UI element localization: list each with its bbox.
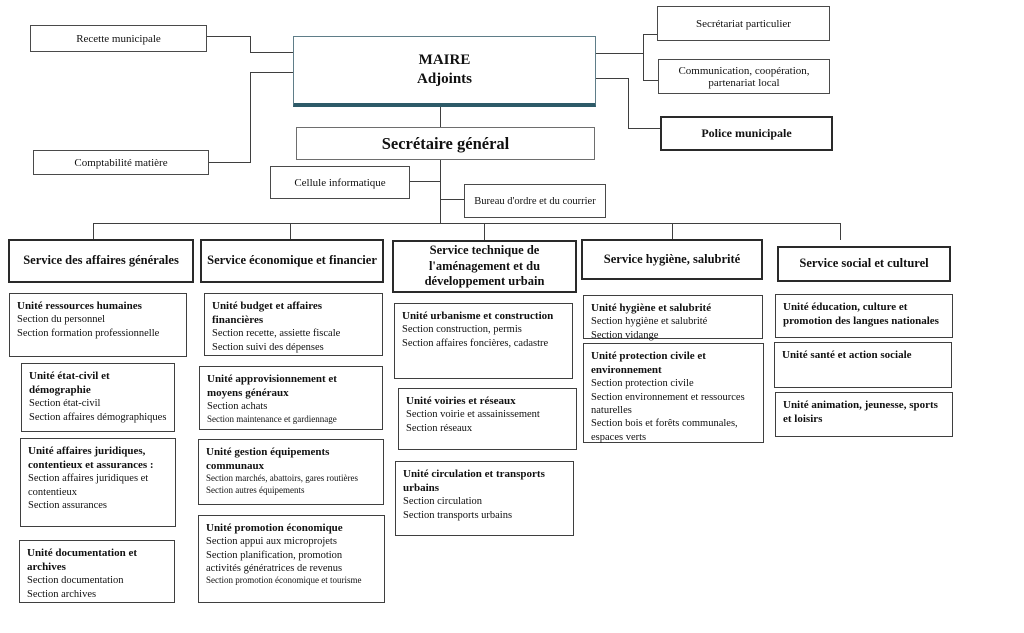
- service-header-technique-urbain: [392, 240, 577, 293]
- service-header-affaires-generales: [8, 239, 194, 283]
- unit-title: Unité hygiène et salubrité: [591, 302, 712, 314]
- unit-education-culture-langues: [775, 294, 953, 338]
- unit-title: Unité budget et affaires financières: [212, 300, 323, 327]
- unit-section: Section vidange: [591, 329, 659, 341]
- unit-section: Section état-civil: [29, 398, 101, 410]
- unit-section: Section affaires juridiques et contentieux: [28, 473, 149, 498]
- unit-gestion-equipements: [198, 439, 384, 505]
- unit-section: Section circulation: [403, 496, 483, 508]
- connector-line: [250, 72, 294, 73]
- connector-line: [672, 223, 673, 239]
- unit-section: Section planification, promotion activités génératrices de revenus: [206, 549, 343, 574]
- node-label: Secrétaire général: [381, 133, 510, 153]
- service-title: Service technique de l'aménagement et du développement urbain: [424, 243, 545, 289]
- unit-section: Section bois et forêts communales, espaces verts: [591, 418, 738, 443]
- unit-section: Section voirie et assainissement: [406, 409, 540, 421]
- node-bureau-ordre-courrier: [464, 184, 606, 218]
- node-label: Bureau d'ordre et du courrier: [474, 195, 596, 207]
- unit-section: Section marchés, abattoirs, gares routières: [206, 473, 358, 484]
- unit-section: Section formation professionnelle: [17, 327, 160, 339]
- connector-line: [250, 36, 251, 53]
- node-label: Police municipale: [701, 126, 792, 140]
- unit-title: Unité documentation et archives: [27, 547, 137, 574]
- unit-title: Unité urbanisme et construction: [402, 310, 554, 322]
- unit-title: Unité promotion économique: [206, 522, 343, 534]
- unit-approvisionnement-moyens: [199, 366, 383, 430]
- service-title: Service hygiène, salubrité: [603, 251, 741, 266]
- unit-urbanisme-construction: [394, 303, 573, 379]
- unit-section: Section documentation: [27, 575, 124, 587]
- connector-line: [484, 223, 485, 240]
- service-header-hygiene-salubrite: [581, 239, 763, 280]
- unit-section: Section hygiène et salubrité: [591, 316, 708, 328]
- node-recette-municipale: [30, 25, 207, 52]
- unit-sante-action-sociale: [774, 342, 952, 388]
- unit-section: Section archives: [27, 588, 97, 600]
- connector-line: [290, 223, 291, 239]
- unit-title: Unité voiries et réseaux: [406, 395, 516, 407]
- unit-budget-affaires-financieres: [204, 293, 383, 356]
- service-title: Service économique et financier: [207, 253, 377, 268]
- unit-title: Unité protection civile et environnement: [591, 350, 706, 377]
- unit-section: Section recette, assiette fiscale: [212, 328, 341, 340]
- unit-hygiene-salubrite: [583, 295, 763, 339]
- connector-line: [93, 223, 841, 224]
- connector-line: [250, 52, 294, 53]
- connector-line: [209, 162, 251, 163]
- service-title: Service des affaires générales: [23, 253, 179, 268]
- node-communication-cooperation: [658, 59, 830, 94]
- unit-title: Unité circulation et transports urbains: [403, 468, 545, 495]
- unit-title: Unité gestion équipements communaux: [206, 446, 330, 473]
- unit-section: Section promotion économique et tourisme: [206, 575, 362, 586]
- unit-section: Section du personnel: [17, 314, 106, 326]
- service-title: Service social et culturel: [799, 256, 929, 271]
- unit-title: Unité ressources humaines: [17, 300, 142, 312]
- unit-section: Section construction, permis: [402, 324, 522, 336]
- connector-line: [440, 199, 465, 200]
- connector-line: [840, 223, 841, 240]
- node-secretaire-general: [296, 127, 595, 160]
- unit-section: Section maintenance et gardiennage: [207, 413, 337, 424]
- unit-section: Section suivi des dépenses: [212, 341, 324, 353]
- service-header-social-culturel: [777, 246, 951, 282]
- node-label: Communication, coopération, partenariat local: [678, 64, 810, 89]
- connector-line: [596, 53, 644, 54]
- maire-subtitle: Adjoints: [416, 71, 472, 87]
- unit-etat-civil-demographie: [21, 363, 175, 432]
- node-label: Comptabilité matière: [74, 156, 168, 169]
- unit-title: Unité santé et action sociale: [782, 349, 912, 361]
- connector-line: [643, 34, 644, 81]
- unit-animation-jeunesse-sports: [775, 392, 953, 437]
- unit-section: Section affaires démographiques: [29, 411, 167, 423]
- unit-title: Unité affaires juridiques, contentieux et assurances :: [28, 445, 154, 472]
- unit-circulation-transports: [395, 461, 574, 536]
- unit-section: Section environnement et ressources naturelles: [591, 391, 745, 417]
- node-label: Recette municipale: [76, 32, 161, 45]
- node-label: Cellule informatique: [294, 176, 386, 189]
- unit-section: Section assurances: [28, 500, 108, 512]
- unit-documentation-archives: [19, 540, 175, 603]
- connector-line: [643, 34, 658, 35]
- node-secretariat-particulier: [657, 6, 830, 41]
- connector-line: [628, 78, 629, 129]
- connector-line: [643, 80, 659, 81]
- connector-line: [596, 78, 629, 79]
- node-comptabilite-matiere: [33, 150, 209, 175]
- unit-section: Section protection civile: [591, 378, 694, 390]
- unit-title: Unité état-civil et démographie: [29, 370, 110, 397]
- node-police-municipale: [660, 116, 833, 151]
- node-maire-adjoints: [293, 36, 596, 107]
- maire-title: MAIRE: [418, 52, 471, 69]
- unit-ressources-humaines: [9, 293, 187, 357]
- unit-section: Section autres équipements: [206, 484, 305, 495]
- connector-line: [250, 72, 251, 163]
- connector-line: [440, 160, 441, 223]
- connector-line: [628, 128, 661, 129]
- unit-voiries-reseaux: [398, 388, 577, 450]
- connector-line: [207, 36, 251, 37]
- unit-section: Section transports urbains: [403, 509, 513, 521]
- connector-line: [410, 181, 441, 182]
- unit-section: Section affaires foncières, cadastre: [402, 337, 549, 349]
- connector-line: [93, 223, 94, 239]
- unit-title: Unité éducation, culture et promotion des langues nationales: [783, 301, 939, 328]
- unit-protection-civile-environnement: [583, 343, 764, 443]
- unit-affaires-juridiques: [20, 438, 176, 527]
- node-label: Secrétariat particulier: [696, 17, 791, 30]
- node-cellule-informatique: [270, 166, 410, 199]
- unit-title: Unité approvisionnement et moyens généraux: [207, 373, 337, 400]
- unit-section: Section achats: [207, 401, 268, 413]
- unit-section: Section appui aux microprojets: [206, 536, 337, 548]
- unit-title: Unité animation, jeunesse, sports et loisirs: [783, 399, 938, 426]
- connector-line: [440, 107, 441, 127]
- service-header-economique-financier: [200, 239, 384, 283]
- unit-promotion-economique: [198, 515, 385, 603]
- unit-section: Section réseaux: [406, 422, 473, 434]
